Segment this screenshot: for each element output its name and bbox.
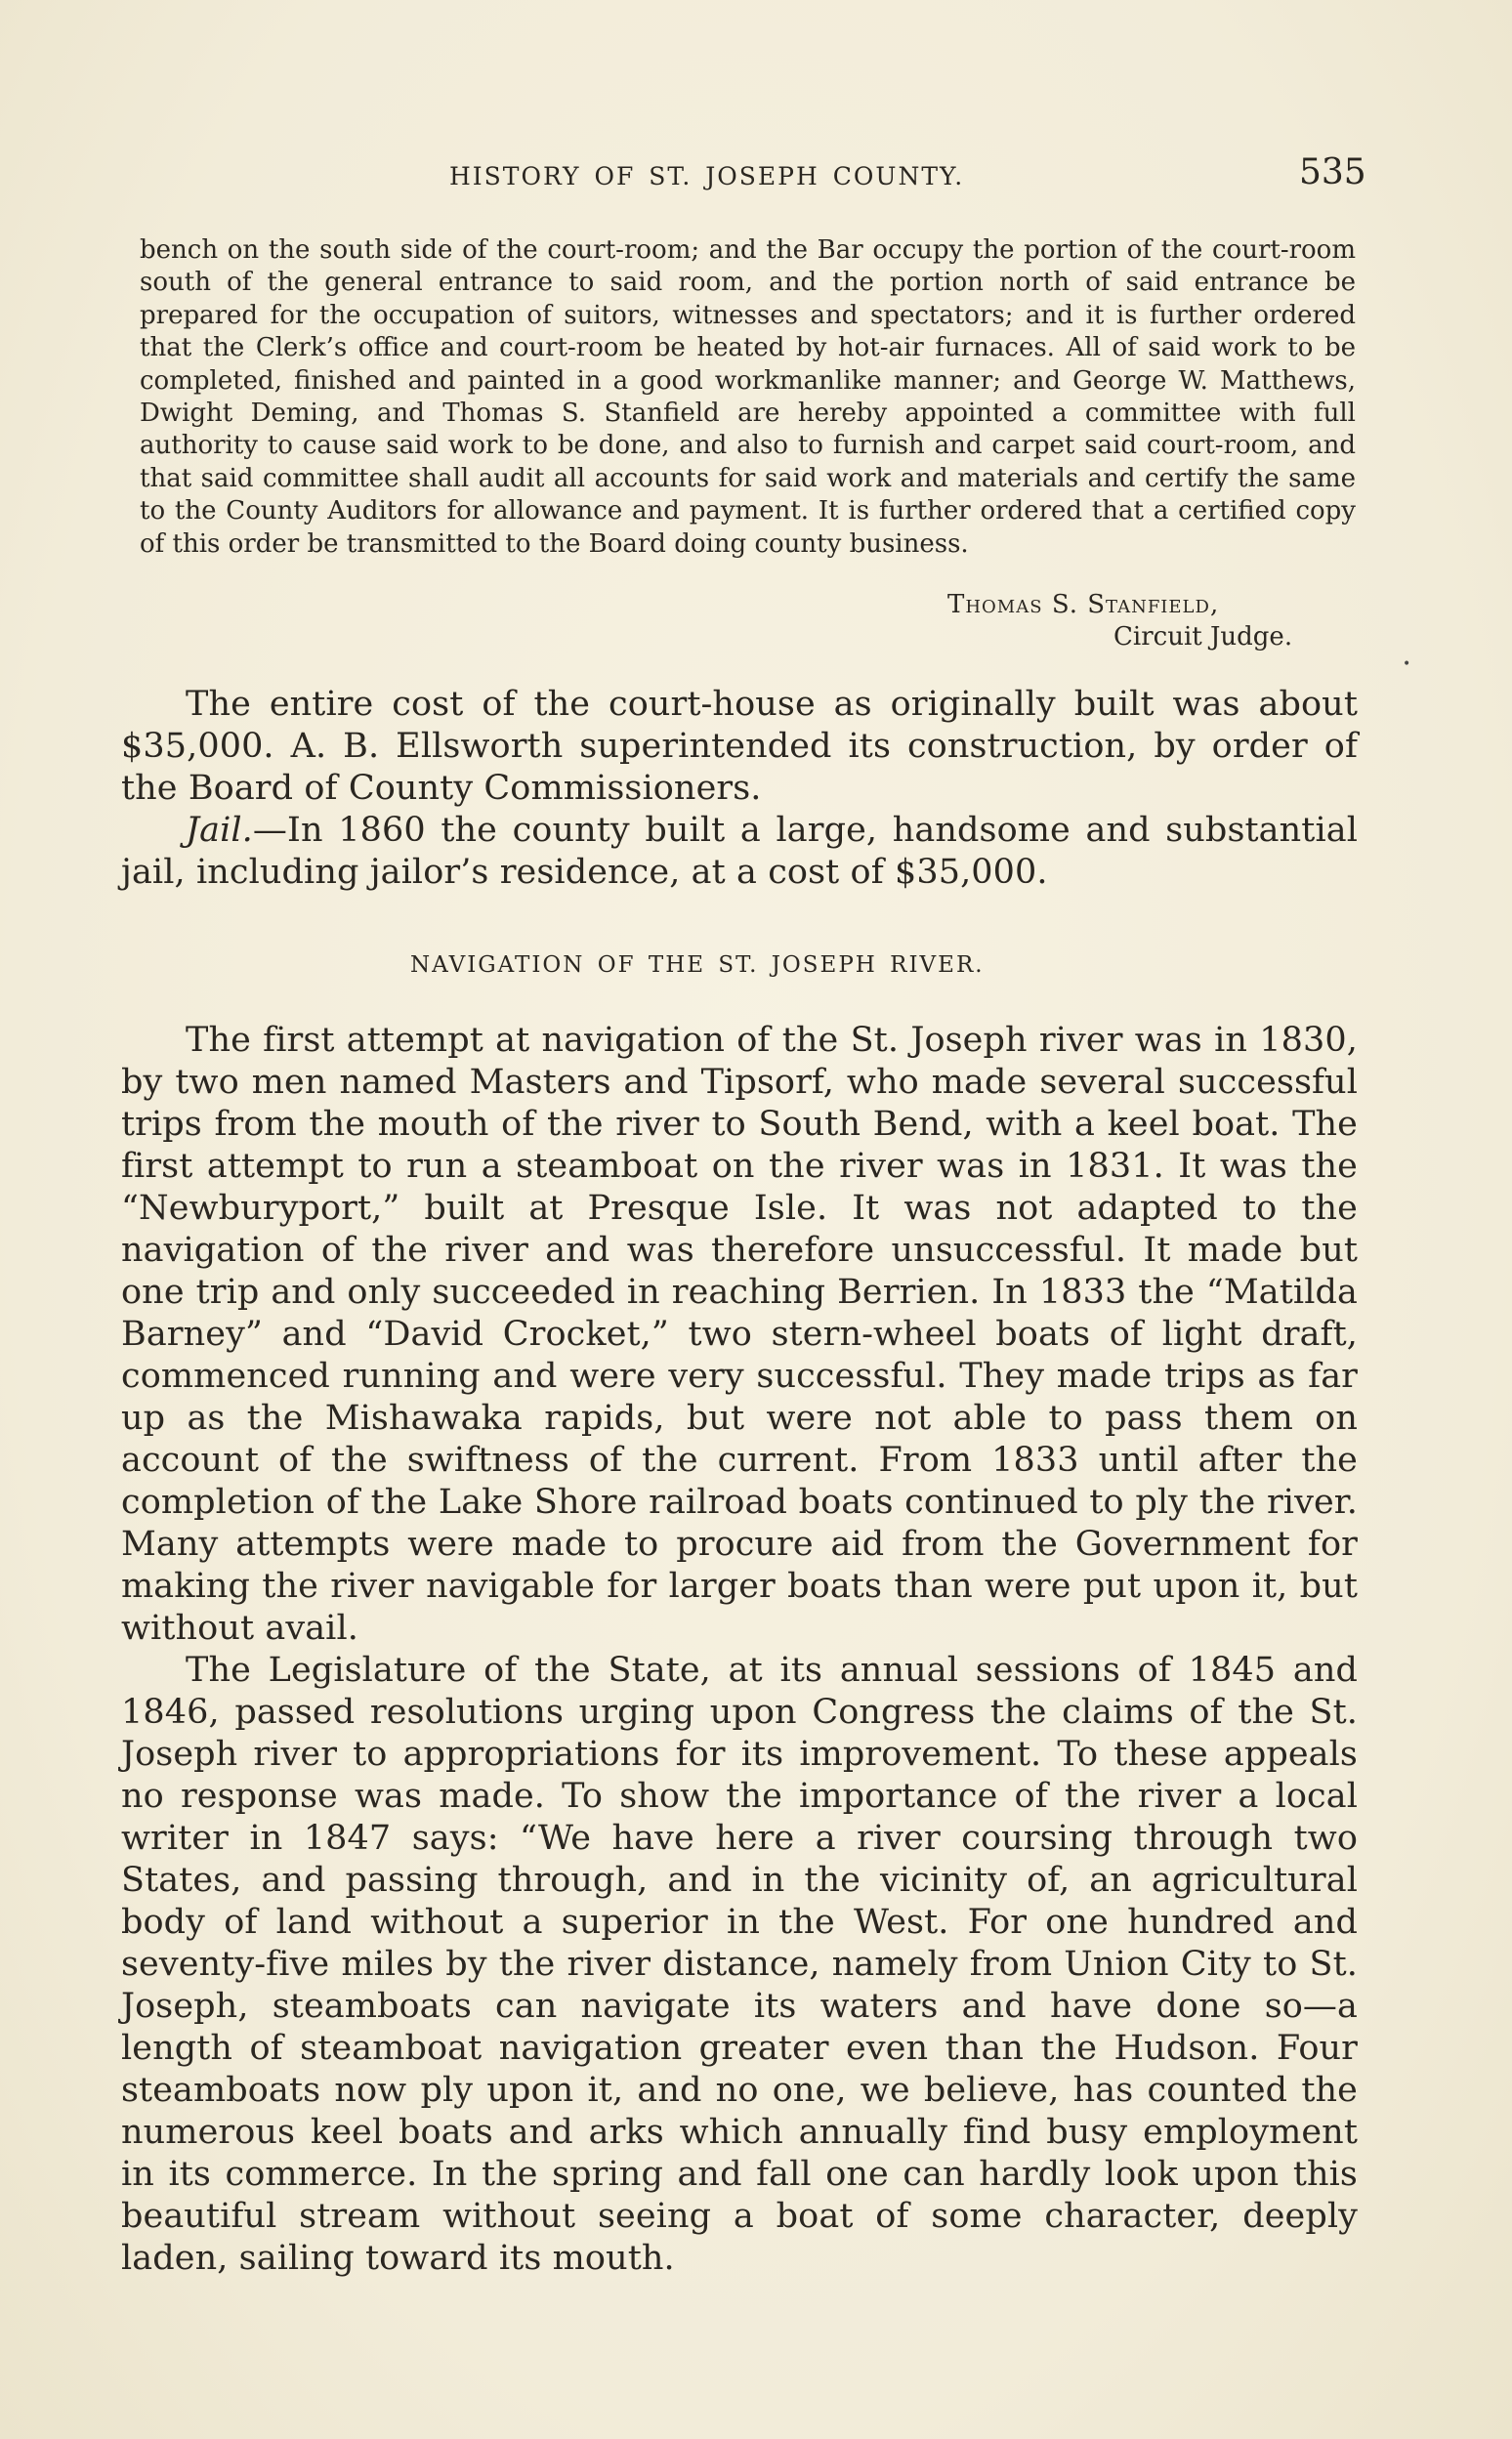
jail-text: —In 1860 the county built a large, handsome and substantial jail, including jailor’s residence, at a cost of $35,000. <box>121 811 1358 892</box>
courthouse-cost-section <box>121 684 1358 894</box>
page-number: 535 <box>1299 152 1366 192</box>
jail-label: Jail. <box>186 811 253 850</box>
navigation-paragraph-2: The Legislature of the State, at its annual sessions of 1845 and 1846, passed resolutions urging upon Congress the claims of the St. Joseph river to appropriations for its improvement. To these appeals no response was made. To show the importance of the river a local writer in 1847 says: “We have here a river coursing through two States, and passing through, and in the vicinity of, an agricultural body of land without a superior in the West. For one hundred and seventy-five miles by the river distance, namely from Union City to St. Joseph, steamboats can navigate its waters and have done so—a length of steamboat navigation greater even than the Hudson. Four steamboats now ply upon it, and no one, we believe, has counted the numerous keel boats and arks which annually find busy employment in its commerce. In the spring and fall one can hardly look upon this beautiful stream without seeing a boat of some character, deeply laden, sailing toward its mouth. <box>121 1651 1358 2278</box>
section-heading: NAVIGATION OF THE ST. JOSEPH RIVER. <box>410 952 985 978</box>
court-order-text-block <box>140 234 1356 561</box>
court-order-paragraph: bench on the south side of the court-room; and the Bar occupy the portion of the court-room south of the general entrance to said room, and the portion north of said entrance be prepared for the occupation of suitors, witnesses and spectators; and it is further ordered that the Clerk’s office and court-room be heated by hot-air furnaces. All of said work to be completed, finished and painted in a good workmanlike manner; and George W. Matthews, Dwight Deming, and Thomas S. Stanfield are hereby appointed a committee with full authority to cause said work to be done, and also to furnish and carpet said court-room, and that said committee shall audit all accounts for said work and materials and certify the same to the County Auditors for allowance and payment. It is further ordered that a certified copy of this order be transmitted to the Board doing county business. <box>140 235 1356 559</box>
signatory-title: Circuit Judge. <box>1113 622 1293 652</box>
signatory-name: Thomas S. Stanfield, <box>947 590 1220 619</box>
margin-dot: • <box>1403 656 1411 672</box>
navigation-section <box>121 1020 1358 2280</box>
courthouse-cost-paragraph: The entire cost of the court-house as originally built was about $35,000. A. B. Ellsworth superintended its construction, by order of the Board of County Commissioners. <box>121 685 1358 808</box>
navigation-paragraph-1: The first attempt at navigation of the St. Joseph river was in 1830, by two men named Masters and Tipsorf, who made several successful trips from the mouth of the river to South Bend, with a keel boat. The first attempt to run a steamboat on the river was in 1831. It was the “Newburyport,” built at Presque Isle. It was not adapted to the navigation of the river and was therefore unsuccessful. It made but one trip and only succeeded in reaching Berrien. In 1833 the “Matilda Barney” and “David Crocket,” two stern-wheel boats of light draft, commenced running and were very successful. They made trips as far up as the Mishawaka rapids, but were not able to pass them on account of the swiftness of the current. From 1833 until after the completion of the Lake Shore railroad boats continued to ply the river. Many attempts were made to procure aid from the Government for making the river navigable for larger boats than were put upon it, but without avail. <box>121 1021 1358 1648</box>
running-head: HISTORY OF ST. JOSEPH COUNTY. <box>449 162 965 190</box>
jail-paragraph <box>121 810 1358 894</box>
